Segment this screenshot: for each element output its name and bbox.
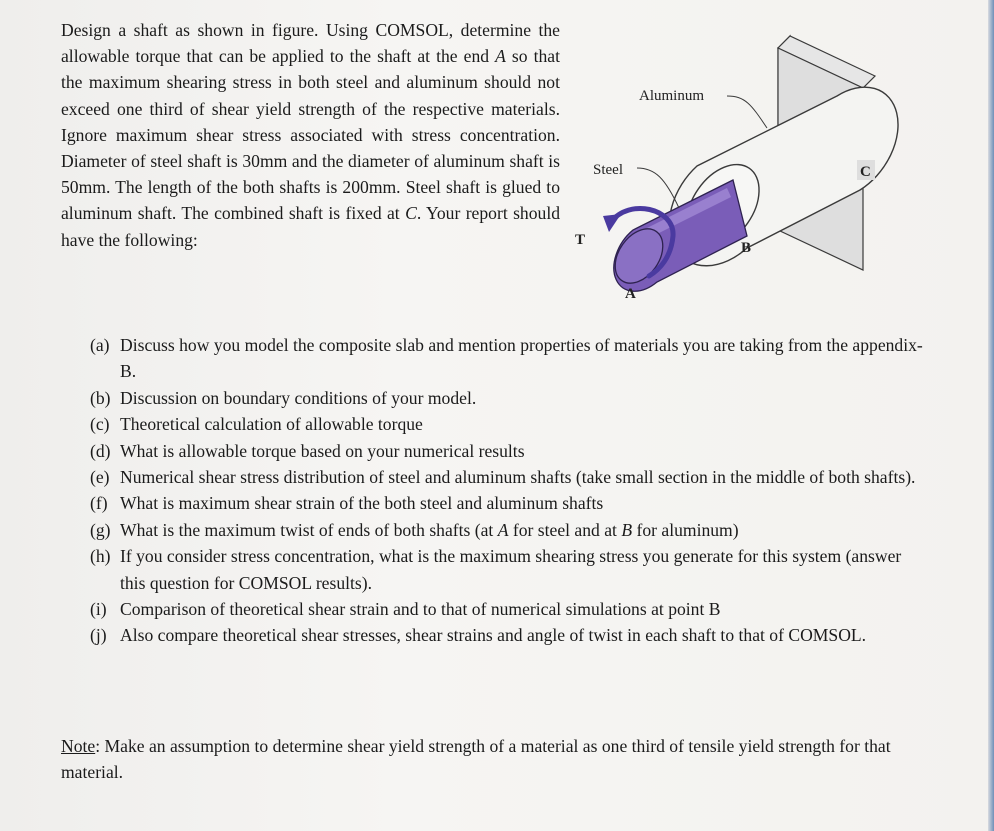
item-text-post: for aluminum) xyxy=(632,519,739,540)
item-text-mid: for steel and at xyxy=(508,519,622,540)
item-marker: (a) xyxy=(90,335,110,355)
intro-end-a: A xyxy=(495,46,506,67)
label-steel: Steel xyxy=(593,162,623,178)
list-item xyxy=(90,411,930,437)
label-a: A xyxy=(625,286,636,302)
item-marker: (b) xyxy=(90,387,111,408)
label-aluminum: Aluminum xyxy=(639,88,705,104)
item-marker: (e) xyxy=(90,467,110,488)
list-item xyxy=(90,385,930,411)
item-text: What is maximum shear strain of the both steel and aluminum shafts xyxy=(120,493,604,514)
label-torque: T xyxy=(575,232,586,248)
item-marker: (g) xyxy=(90,519,111,540)
item-text: Theoretical calculation of allowable torque xyxy=(120,414,423,435)
intro-end-c: C xyxy=(405,203,417,224)
item-text: Comparison of theoretical shear strain and to that of numerical simulations at point B xyxy=(120,599,721,620)
list-item xyxy=(90,464,930,490)
list-item xyxy=(90,622,930,648)
item-point-a: A xyxy=(497,519,509,540)
intro-part-2: so that the maximum shearing stress in both steel and aluminum should not exceed one third of shear yield strength of the respective materials. Ignore maximum shear stress associated with stress concentration. Diameter of steel shaft is 30mm and the diameter of aluminum shaft is 50mm. The length of the both shafts is 200mm. Steel shaft is glued to aluminum shaft. The combined shaft is fixed at xyxy=(61,46,561,224)
item-point-b: B xyxy=(621,519,633,540)
intro-part-3: . Your report should have the following: xyxy=(61,203,560,250)
shaft-diagram xyxy=(575,18,985,308)
intro-part-1: Design a shaft as shown in figure. Using COMSOL, determine the allowable torque that can be applied to the shaft at the end xyxy=(61,20,560,67)
item-text: Discuss how you model the composite slab and mention properties of materials you are taking from the appendix-B. xyxy=(120,335,923,382)
item-marker: (i) xyxy=(90,599,107,620)
list-item xyxy=(90,517,930,543)
item-text: Discussion on boundary conditions of your model. xyxy=(120,387,477,408)
torque-arrow-head xyxy=(603,214,621,232)
shaft-figure xyxy=(575,18,985,308)
item-text: If you consider stress concentration, what is the maximum shearing stress you generate for this system (answer this question for COMSOL results). xyxy=(120,546,902,593)
label-c: C xyxy=(860,164,871,180)
list-item xyxy=(90,332,930,385)
aluminum-leader xyxy=(727,96,767,128)
note-label: Note xyxy=(61,736,96,756)
item-marker: (h) xyxy=(90,546,111,567)
list-item xyxy=(90,490,930,516)
list-item xyxy=(90,543,930,596)
note-paragraph xyxy=(61,733,941,786)
item-marker: (c) xyxy=(90,414,110,435)
item-text: What is allowable torque based on your numerical results xyxy=(120,440,525,461)
item-text: Numerical shear stress distribution of steel and aluminum shafts (take small section in the middle of both shafts). xyxy=(120,467,916,488)
problem-statement xyxy=(61,17,560,253)
note-text: : Make an assumption to determine shear yield strength of a material as one third of tensile yield strength for that material. xyxy=(61,736,891,783)
item-marker: (j) xyxy=(90,625,107,646)
report-requirements-list xyxy=(90,332,930,649)
item-marker: (f) xyxy=(90,493,108,514)
item-marker: (d) xyxy=(90,440,111,461)
list-item xyxy=(90,438,930,464)
page-edge xyxy=(988,0,994,831)
item-text-pre: What is the maximum twist of ends of both shafts (at xyxy=(120,519,498,540)
list-item xyxy=(90,596,930,622)
item-text: Also compare theoretical shear stresses, shear strains and angle of twist in each shaft to that of COMSOL. xyxy=(120,625,867,646)
label-b: B xyxy=(741,240,752,256)
